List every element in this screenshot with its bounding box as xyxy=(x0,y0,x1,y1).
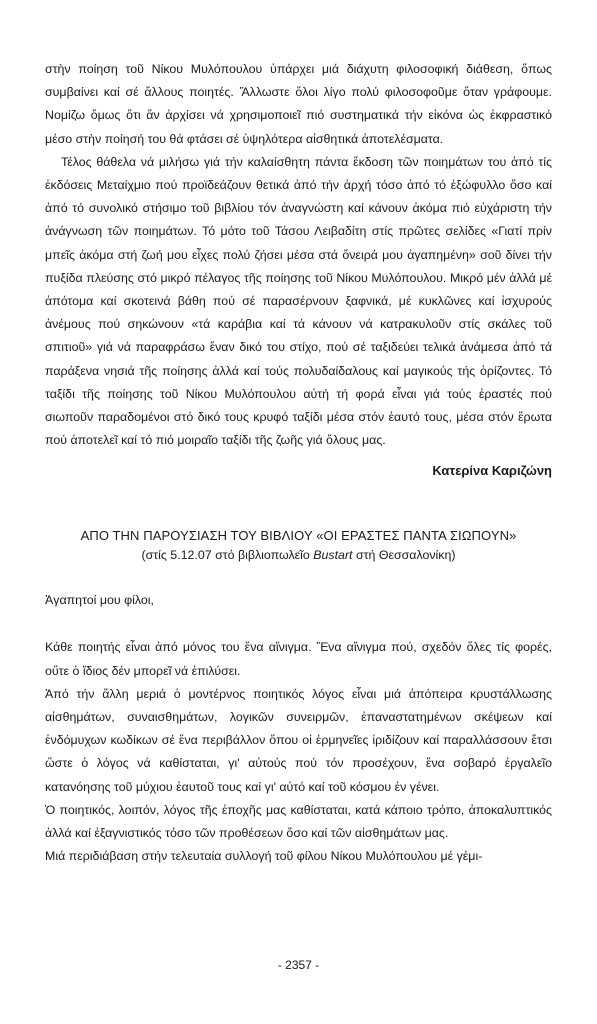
section-subheading xyxy=(45,546,552,565)
page-body xyxy=(45,58,552,868)
paragraph-poetic-speech: Ὁ ποιητικός, λοιπόν, λόγος τῆς ἐποχῆς μας καθίσταται, κατά κάποιο τρόπο, ἀποκαλυπτικός ἀλλά καί ἐξαγνιστικός τόσο τῶν προθέσεων ὅσο καί τῶν αἰσθημάτων μας. xyxy=(45,802,552,841)
section-heading: ΑΠΟ ΤΗΝ ΠΑΡΟΥΣΙΑΣΗ ΤΟΥ ΒΙΒΛΙΟΥ «ΟΙ ΕΡΑΣΤΕΣ ΠΑΝΤΑ ΣΙΩΠΟΥΝ» xyxy=(80,528,517,544)
subheading-bookstore: Bustart xyxy=(313,548,353,563)
page-number: - 2357 - xyxy=(277,958,320,972)
paragraph-edition: Τέλος θάθελα νά μιλήσω γιά τήν καλαίσθητη πάντα ἔκδοση τῶν ποιημάτων του ἀπό τίς ἐκδόσεις Μεταίχμιο πού προϊδεάζουν θετικά ἀπό τήν ἀρχή τόσο ἀπό τό ἐξώφυλλο ὅσο καί ἀπό τό συνολικό στήσιμο τοῦ βιβλίου τόν ἀναγνώστη καί κάνουν ἀκόμα πιό εὐχάριστη τήν ἀνάγνωση τῶν ποιημάτων. Τό μότο τοῦ Τάσου Λειβαδίτη στίς πρῶτες σελίδες «Γιατί πρίν μπεῖς ἀκόμα στή ζωή μου εἶχες πολύ ζήσει μέσα στά ὄνειρά μου ἀγαπημένη» σοῦ δίνει τήν πυξίδα πλεύσης στό μικρό πέλαγος τῆς ποίησης τοῦ Νίκου Μυλόπουλου. Μικρό μέν ἀλλά μέ ἀπότομα καί σκοτεινά βάθη πού σέ παρασέρνουν ξαφνικά, μέ κυκλῶνες καί ἰσχυρούς ἀνέμους πού σηκώνουν «τά καράβια καί τά κάνουν νά κατρακυλοῦν στίς σκάλες τοῦ σπιτιοῦ» γιά νά παραφράσω ἕναν δικό του στίχο, πού σέ ταξιδεύει τελικά ἀνάμεσα ἀπό τά παράξενα νησιά τῆς ποίησης ἀλλά καί τούς πολυδαίδαλους καί μαγικούς τής ὁρίζοντες. Τό ταξίδι τῆς ποίησης τοῦ Νίκου Μυλόπουλου αὐτή τή φορά εἶναι γιά τούς ἐραστές πού σιωποῦν παραδομένοι στό δικό τους κρυφό ταξίδι μέσα στόν ἑαυτό τους, μέσα στόν ἔρωτα πού ἀποτελεῖ καί τό πιό μοιραῖο ταξίδι τῆς ζωῆς γιά ὅλους μας. xyxy=(45,154,552,448)
subheading-city: στή Θεσσαλονίκη) xyxy=(352,548,456,563)
paragraph-last-collection: Μιά περιδιάβαση στήν τελευταία συλλογή τοῦ φίλου Νίκου Μυλόπουλου μέ γέμι- xyxy=(45,849,483,864)
paragraph-continuation: στὴν ποίηση τοῦ Νίκου Μυλόπουλου ὑπάρχει μιά διάχυτη φιλοσοφική διάθεση, ὅπως συμβαίνει καί σέ ἄλλους ποιητές. Ἄλλωστε ὅλοι λίγο πολύ φιλοσοφοῦμε ὅταν γράφουμε. Νομίζω ὅμως ὅτι ἄν ἀρχίσει νά χρησιμοποιεῖ πιό συστηματικά τήν εἰκόνα ὡς ἐκφραστικό μέσο στὴν ποίησή του θά φτάσει σέ ὑψηλότερα αἰσθητικά ἀποτελέσματα. xyxy=(45,62,552,146)
subheading-date: (στίς 5.12.07 στό βιβλιοπωλεῖο xyxy=(141,548,314,563)
paragraph-enigma: Κάθε ποιητής εἶναι ἀπό μόνος του ἕνα αἴνιγμα. Ἕνα αἴνιγμα πού, σχεδόν ὅλες τίς φορές, οὔτε ὁ ἴδιος δέν μπορεῖ νά ἐπιλύσει. xyxy=(45,640,552,678)
author-signature: Κατερίνα Καριζώνη xyxy=(432,463,552,479)
salutation: Ἀγαπητοί μου φίλοι, xyxy=(45,593,154,608)
paragraph-modern-poetry: Ἀπό τήν ἄλλη μεριά ὁ μοντέρνος ποιητικός λόγος εἶναι μιά ἀπόπειρα κρυστάλλωσης αἰσθημάτων, συναισθημάτων, λογικῶν συνειρμῶν, ἐπαναστατημένων σκέψεων καί ἐνδόμυχων κωδίκων σέ ἕνα περιβάλλον ὅπου οἱ ἑρμηνεῖες ἰριδίζουν καί παραλλάσσουν ἔτσι ὥστε ὁ λόγος νά καθίσταται, γι' αὐτούς πού τόν προσέχουν, ἕνα σοβαρό ἐργαλεῖο κατανόησης τοῦ μύχιου ἑαυτοῦ τους καί γι' αὐτό καί τοῦ κόσμου ἐν γένει. xyxy=(45,686,552,794)
